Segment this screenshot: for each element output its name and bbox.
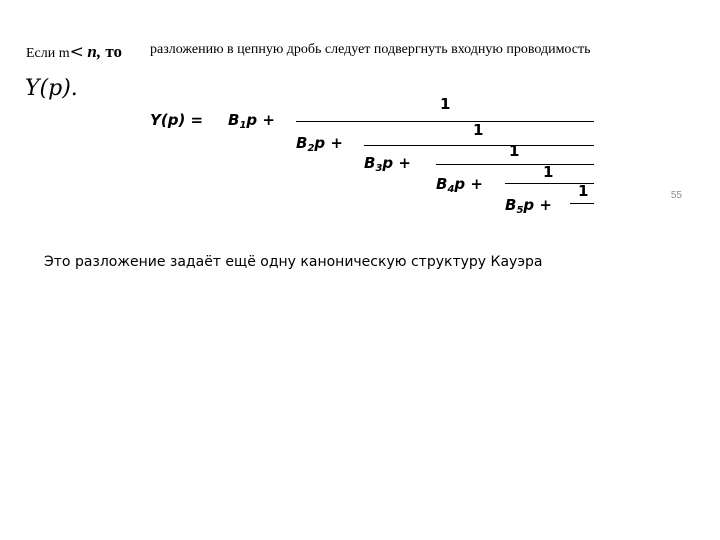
fraction-line-3 <box>436 164 594 165</box>
formula-term-2: $B_2p$ + <box>296 134 343 154</box>
numerator-5: 1 <box>578 182 589 200</box>
fraction-line-5 <box>570 203 594 204</box>
numerator-4: 1 <box>543 163 554 181</box>
numerator-2: 1 <box>473 121 484 139</box>
yp-text: Y(p) <box>25 76 71 101</box>
intro-n: n, <box>87 42 102 61</box>
formula-term-1: $B_1p$ + <box>228 111 275 131</box>
yp-symbol <box>25 76 78 101</box>
intro-sentence-tail: разложению в цепную дробь следует подвергнуть входную проводимость <box>150 42 591 57</box>
numerator-1: 1 <box>440 95 451 113</box>
slide-number: 55 <box>670 190 682 201</box>
numerator-3: 1 <box>509 142 520 160</box>
intro-sentence-start <box>26 42 122 62</box>
intro-to: то <box>105 42 122 61</box>
formula-term-4: $B_4p$ + <box>436 175 483 195</box>
formula-lhs: Y(p) = <box>150 111 204 129</box>
caption-text: Это разложение задаёт ещё одну каноническую структуру Кауэра <box>44 254 543 270</box>
yp-period: . <box>70 76 78 101</box>
fraction-line-1 <box>296 121 594 122</box>
fraction-line-2 <box>364 145 594 146</box>
intro-n-to <box>87 42 122 61</box>
formula-term-5: $B_5p$ + <box>505 196 552 216</box>
less-than-sign: < <box>69 42 84 62</box>
intro-esli-m: Если m <box>26 46 70 61</box>
formula-term-3: $B_3p$ + <box>364 154 411 174</box>
